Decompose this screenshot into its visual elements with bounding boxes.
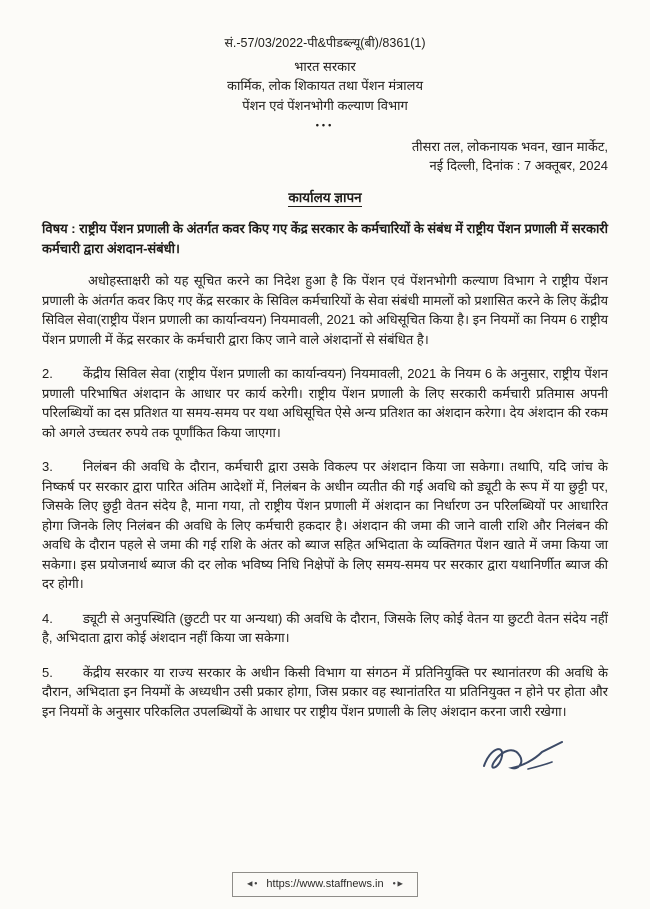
address-line-1: तीसरा तल, लोकनायक भवन, खान मार्केट, <box>411 138 608 154</box>
handwritten-signature-icon <box>474 736 570 780</box>
paragraph-1-text: अधोहस्ताक्षरी को यह सूचित करने का निदेश हुआ है कि पेंशन एवं पेंशनभोगी कल्याण विभाग ने राष्ट्रीय पेंशन प्रणाली के अंतर्गत कवर किए गए केंद्र सरकार के सिविल कर्मचारियों के सेवा संबंधी मामलों को प्रशासित करने के लिए केंद्रीय सिविल सेवा(राष्ट्रीय पेंशन प्रणाली का कार्यान्वयन) नियमावली, 2021 को अधिसूचित किया है। इन नियमों का नियम 6 राष्ट्रीय पेंशन प्रणाली में केंद्र सरकार के कर्मचारी द्वारा किए जाने वाले अंशदानों से संबंधित है। <box>42 273 608 347</box>
address-block <box>42 137 608 176</box>
reference-number: सं.-57/03/2022-पी&पीडब्ल्यू(बी)/8361(1) <box>224 36 426 50</box>
signature-area <box>42 736 608 782</box>
paragraph-1 <box>42 271 608 349</box>
paragraph-4-text: ड्यूटी से अनुपस्थिति (छुटटी पर या अन्यथा) की अवधि के दौरान, जिसके लिए कोई वेतन या छुटटी वेतन संदेय नहीं है, अभिदाता द्वारा कोई अंशदान नहीं किया जा सकेगा। <box>42 610 608 645</box>
paragraph-5 <box>42 663 608 722</box>
paragraph-3-text: निलंबन की अवधि के दौरान, कर्मचारी द्वारा उसके विकल्प पर अंशदान किया जा सकेगा। तथापि, यदि जांच के निष्कर्ष पर सरकार द्वारा पारित अंतिम आदेशों में, निलंबन के अधीन व्यतीत की गई अवधि को ड्यूटी के रूप में या छुट्टी पर, जिसके लिए छुट्टी वेतन संदेय है, माना गया, तो राष्ट्रीय पेंशन प्रणाली में अंशदान का निर्धारण उन परिलब्धियों पर आधारित होगा जिनके लिए निलंबन की अवधि के लिए कर्मचारी हकदार है। अंशदान की जमा की जाने वाली राशि और निलंबन की अवधि के दौरान पहले से जमा की गई राशि के अंतर को ब्याज सहित अभिदाता के व्यक्तिगत पेंशन खाते में जमा किया जा सकेगा। इस प्रयोजनार्थ ब्याज की दर लोक भविष्य निधि निक्षेपों के लिए समय-समय पर सरकार द्वारा यथानिर्णीत ब्याज की दर होगी। <box>42 459 608 591</box>
paragraph-2-number: 2. <box>42 366 53 381</box>
footer <box>0 872 650 897</box>
footer-url-link[interactable]: https://www.staffnews.in <box>266 878 384 891</box>
paragraph-3-number: 3. <box>42 459 53 474</box>
document-title-wrap <box>42 188 608 208</box>
footer-left-arrow-icon: ◄• <box>245 878 258 889</box>
org-line-government: भारत सरकार <box>294 58 356 74</box>
paragraph-2-text: केंद्रीय सिविल सेवा (राष्ट्रीय पेंशन प्रणाली का कार्यान्वयन) नियमावली, 2021 के नियम 6 के अनुसार, राष्ट्रीय पेंशन प्रणाली परिभाषित अंशदान के आधार पर कार्य करेगी। राष्ट्रीय पेंशन प्रणाली के लिए सरकारी कर्मचारी प्रतिमास अपनी परिलब्धियों का दस प्रतिशत या समय-समय पर यथा अधिसूचित ऐसे अन्य प्रतिशत का अंशदान करेगा। देय अंशदान की रकम को अगले उच्चतर रुपये तक पूर्णांकित किया जाएगा। <box>42 366 608 440</box>
address-date-line: नई दिल्ली, दिनांक : 7 अक्तूबर, 2024 <box>429 158 608 174</box>
org-line-ministry: कार्मिक, लोक शिकायत तथा पेंशन मंत्रालय <box>226 78 423 94</box>
document-title: कार्यालय ज्ञापन <box>288 189 362 205</box>
paragraph-4-number: 4. <box>42 610 53 626</box>
paragraph-5-text: केंद्रीय सरकार या राज्य सरकार के अधीन किसी विभाग या संगठन में प्रतिनियुक्ति पर स्थानांतरण की अवधि के दौरान, अभिदाता इन नियमों के अध्यधीन उसी प्रकार होगा, जिस प्रकार वह स्थानांतरित या प्रतिनियुक्त न होने पर होता और इन नियमों के अनुसार परिकलित उपलब्धियों के आधार पर राष्ट्रीय पेंशन प्रणाली के लिए अंशदान करना जारी रखेगा। <box>42 664 608 719</box>
footer-right-arrow-icon: •► <box>392 878 405 889</box>
subject-line: विषय : राष्ट्रीय पेंशन प्रणाली के अंतर्गत कवर किए गए केंद्र सरकार के कर्मचारियों के संबंध में राष्ट्रीय पेंशन प्रणाली में सरकारी कर्मचारी द्वारा अंशदान-संबंधी। <box>42 221 608 256</box>
paragraph-3 <box>42 457 608 594</box>
org-line-department: पेंशन एवं पेंशनभोगी कल्याण विभाग <box>242 97 408 113</box>
paragraph-2 <box>42 364 608 442</box>
paragraph-5-number: 5. <box>42 664 53 680</box>
footer-watermark-box <box>232 872 417 897</box>
separator-dots: ••• <box>315 120 335 131</box>
paragraph-4 <box>42 609 608 648</box>
